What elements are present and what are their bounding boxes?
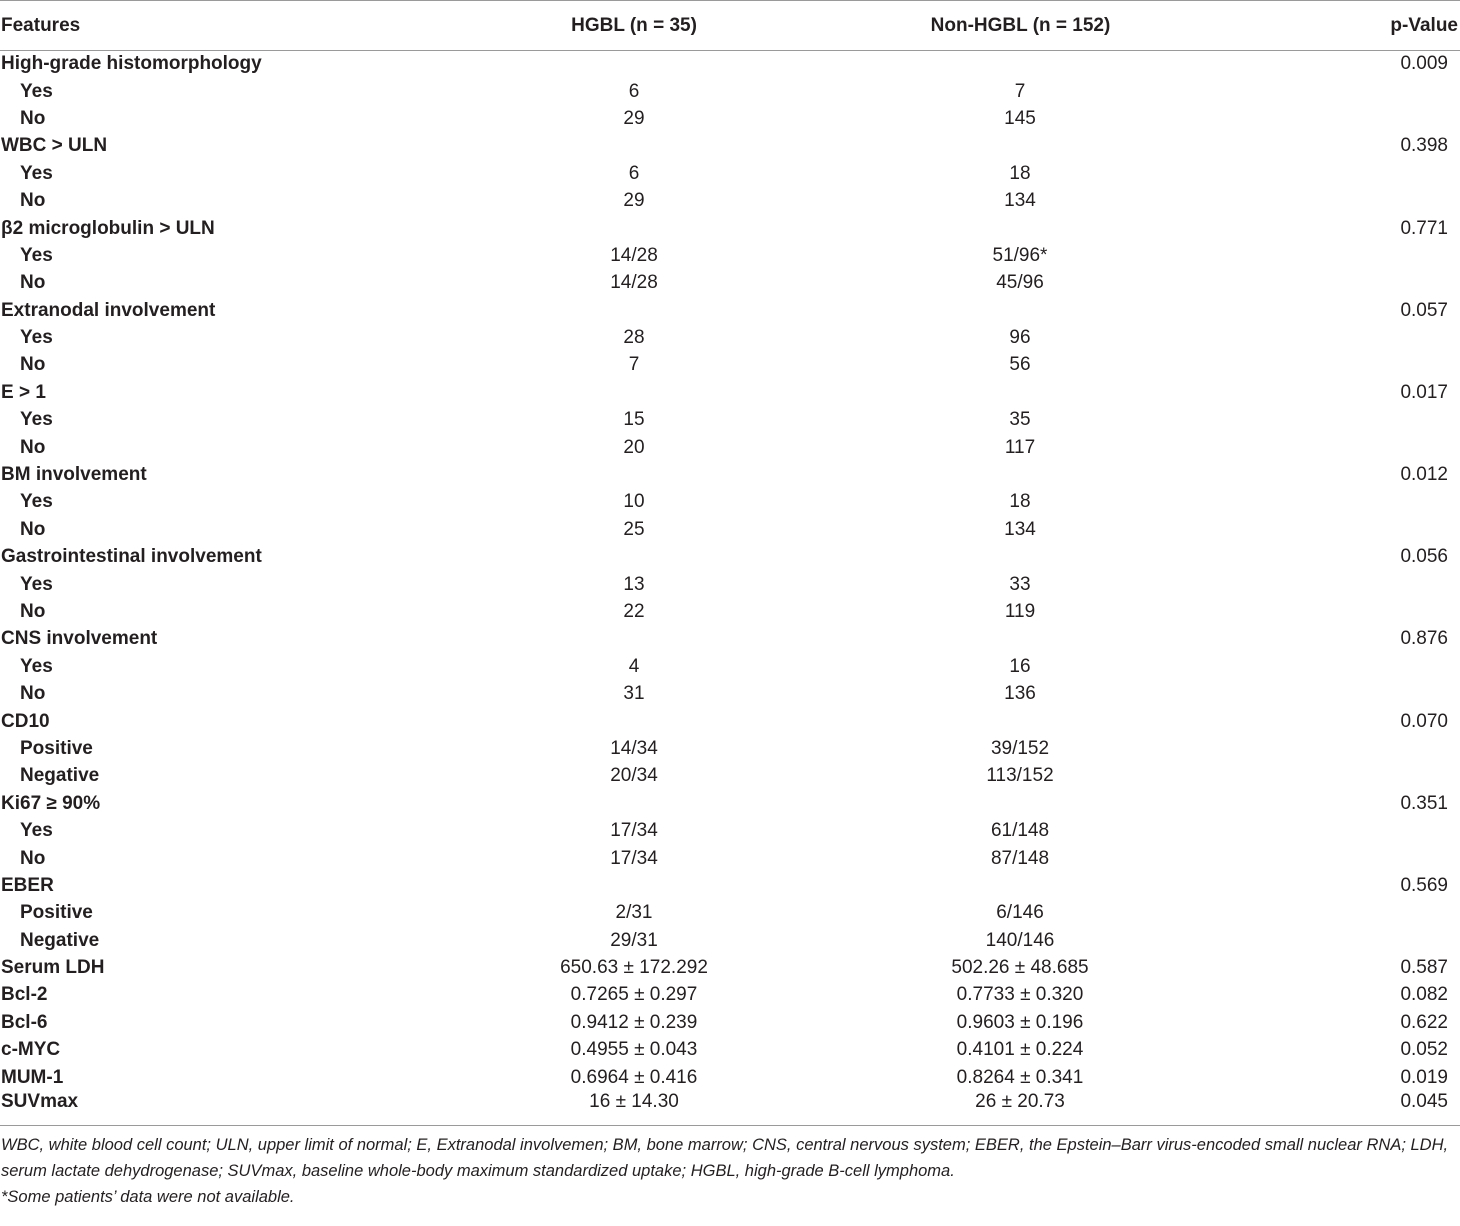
cell-p-value — [1300, 270, 1460, 297]
cell-p-value — [1300, 489, 1460, 516]
table-row — [0, 1064, 1460, 1091]
table-row — [0, 598, 1460, 625]
table-row — [0, 708, 1460, 735]
table-row — [0, 407, 1460, 434]
cell-p-value — [1300, 735, 1460, 762]
cell-non-hgbl: 39/152 — [990, 737, 1050, 759]
cell-feature: WBC > ULN — [1, 135, 108, 157]
cell-non-hgbl — [780, 379, 1300, 406]
cell-feature: Yes — [20, 327, 53, 349]
cell-non-hgbl: 33 — [1009, 573, 1031, 595]
table-row — [0, 242, 1460, 269]
cell-p-value — [1300, 763, 1460, 790]
cell-non-hgbl: 0.9603 ± 0.196 — [956, 1011, 1084, 1033]
cell-p-value — [1300, 516, 1460, 543]
cell-feature: Yes — [20, 80, 53, 102]
cell-non-hgbl: 56 — [1009, 354, 1031, 376]
cell-p-value — [1300, 187, 1460, 214]
cell-non-hgbl — [780, 133, 1300, 160]
table-row — [0, 270, 1460, 297]
cell-p-value: 0.012 — [1400, 464, 1448, 486]
header-non-hgbl: Non-HGBL (n = 152) — [780, 1, 1300, 51]
cell-non-hgbl — [780, 297, 1300, 324]
cell-p-value — [1300, 407, 1460, 434]
cell-hgbl — [440, 790, 780, 817]
cell-p-value — [1300, 845, 1460, 872]
cell-feature: Yes — [20, 409, 53, 431]
cell-hgbl: 17/34 — [610, 847, 658, 869]
cell-feature: No — [20, 436, 46, 458]
cell-hgbl: 25 — [623, 518, 645, 540]
cell-p-value — [1300, 680, 1460, 707]
cell-p-value — [1300, 598, 1460, 625]
cell-feature: CNS involvement — [1, 628, 158, 650]
cell-non-hgbl — [780, 51, 1300, 78]
table-row — [0, 763, 1460, 790]
table-row — [0, 982, 1460, 1009]
cell-p-value: 0.587 — [1400, 957, 1448, 979]
cell-feature: Yes — [20, 655, 53, 677]
cell-feature: CD10 — [1, 710, 50, 732]
table-row — [0, 379, 1460, 406]
header-p-value: p-Value — [1300, 1, 1460, 51]
table-row — [0, 1091, 1460, 1119]
cell-feature: E > 1 — [1, 381, 46, 403]
table-row — [0, 544, 1460, 571]
cell-hgbl — [440, 872, 780, 899]
cell-hgbl: 13 — [623, 573, 645, 595]
cell-p-value — [1300, 324, 1460, 351]
cell-non-hgbl — [780, 544, 1300, 571]
cell-non-hgbl: 502.26 ± 48.685 — [951, 957, 1089, 979]
cell-non-hgbl: 16 — [1009, 655, 1031, 677]
cell-hgbl: 29 — [623, 107, 645, 129]
cell-feature: MUM-1 — [1, 1066, 64, 1088]
cell-non-hgbl: 136 — [1004, 683, 1036, 705]
cell-non-hgbl: 0.8264 ± 0.341 — [956, 1066, 1084, 1088]
cell-feature: High-grade histomorphology — [1, 53, 262, 75]
cell-non-hgbl — [780, 626, 1300, 653]
cell-hgbl: 0.6964 ± 0.416 — [570, 1066, 698, 1088]
cell-hgbl — [440, 461, 780, 488]
cell-feature: Yes — [20, 491, 53, 513]
cell-hgbl — [440, 379, 780, 406]
table-row — [0, 215, 1460, 242]
cell-non-hgbl: 117 — [1004, 436, 1036, 458]
cell-feature: No — [20, 272, 46, 294]
cell-hgbl: 28 — [623, 327, 645, 349]
cell-p-value: 0.057 — [1400, 299, 1448, 321]
cell-feature: No — [20, 354, 46, 376]
cell-p-value — [1300, 242, 1460, 269]
table-row — [0, 790, 1460, 817]
cell-feature: Yes — [20, 573, 53, 595]
table-body — [0, 51, 1460, 1120]
table-row — [0, 105, 1460, 132]
cell-p-value: 0.622 — [1400, 1011, 1448, 1033]
cell-non-hgbl — [780, 215, 1300, 242]
cell-hgbl: 7 — [628, 354, 640, 376]
cell-hgbl — [440, 297, 780, 324]
cell-hgbl: 15 — [623, 409, 645, 431]
cell-non-hgbl: 26 ± 20.73 — [975, 1091, 1065, 1113]
cell-hgbl: 0.4955 ± 0.043 — [570, 1039, 698, 1061]
table-row — [0, 680, 1460, 707]
table-footnotes — [0, 1126, 1460, 1210]
cell-hgbl: 14/28 — [610, 272, 658, 294]
table-row — [0, 1009, 1460, 1036]
cell-hgbl: 6 — [628, 162, 640, 184]
cell-non-hgbl — [780, 790, 1300, 817]
cell-p-value: 0.569 — [1400, 874, 1448, 896]
cell-p-value: 0.876 — [1400, 628, 1448, 650]
cell-p-value: 0.056 — [1400, 546, 1448, 568]
cell-non-hgbl: 140/146 — [985, 929, 1055, 951]
cell-p-value: 0.017 — [1400, 381, 1448, 403]
table-row — [0, 461, 1460, 488]
cell-hgbl — [440, 544, 780, 571]
cell-hgbl: 2/31 — [615, 902, 653, 924]
table-row — [0, 51, 1460, 78]
cell-non-hgbl: 6/146 — [996, 902, 1044, 924]
table-row — [0, 626, 1460, 653]
cell-feature: Yes — [20, 244, 53, 266]
cell-hgbl — [440, 708, 780, 735]
cell-non-hgbl: 145 — [1004, 107, 1036, 129]
cell-p-value: 0.009 — [1400, 53, 1448, 75]
cell-feature: Yes — [20, 162, 53, 184]
cell-hgbl: 14/34 — [610, 737, 658, 759]
table-row — [0, 1037, 1460, 1064]
cell-hgbl: 29 — [623, 190, 645, 212]
cell-p-value — [1300, 352, 1460, 379]
cell-feature: Negative — [20, 765, 100, 787]
asterisk-note: *Some patients’ data were not available. — [1, 1188, 295, 1207]
cell-non-hgbl: 18 — [1009, 162, 1031, 184]
cell-non-hgbl: 7 — [1014, 80, 1026, 102]
cell-feature: Bcl-6 — [1, 1011, 48, 1033]
cell-hgbl: 22 — [623, 601, 645, 622]
cell-feature: Positive — [20, 902, 93, 924]
cell-feature: No — [20, 518, 46, 540]
table-row — [0, 571, 1460, 598]
cell-feature: c-MYC — [1, 1039, 61, 1061]
cell-hgbl: 20 — [623, 436, 645, 458]
table-row — [0, 817, 1460, 844]
cell-feature: No — [20, 683, 46, 705]
cell-p-value: 0.045 — [1400, 1091, 1448, 1113]
table-row — [0, 352, 1460, 379]
table-header-row — [0, 1, 1460, 51]
cell-p-value — [1300, 927, 1460, 954]
table-row — [0, 160, 1460, 187]
cell-p-value — [1300, 160, 1460, 187]
cell-p-value — [1300, 434, 1460, 461]
cell-feature: Ki67 ≥ 90% — [1, 792, 101, 814]
cell-hgbl: 31 — [623, 683, 645, 705]
cell-feature: SUVmax — [1, 1091, 79, 1113]
cell-p-value: 0.019 — [1400, 1066, 1448, 1088]
table-row — [0, 489, 1460, 516]
table-row — [0, 187, 1460, 214]
cell-feature: Gastrointestinal involvement — [1, 546, 262, 568]
cell-p-value: 0.351 — [1400, 792, 1448, 814]
cell-feature: Negative — [20, 929, 100, 951]
cell-hgbl: 4 — [628, 655, 640, 677]
cell-hgbl: 14/28 — [610, 244, 658, 266]
cell-hgbl: 29/31 — [610, 929, 658, 951]
cell-hgbl: 650.63 ± 172.292 — [560, 957, 708, 979]
cell-feature: Yes — [20, 820, 53, 842]
cell-feature: BM involvement — [1, 464, 147, 486]
cell-p-value: 0.082 — [1400, 984, 1448, 1006]
cell-non-hgbl: 134 — [1004, 190, 1036, 212]
cell-feature: No — [20, 107, 46, 129]
cell-non-hgbl: 119 — [1004, 601, 1036, 622]
cell-p-value — [1300, 900, 1460, 927]
cell-p-value: 0.052 — [1400, 1039, 1448, 1061]
cell-non-hgbl: 45/96 — [996, 272, 1044, 294]
cell-hgbl — [440, 215, 780, 242]
table-row — [0, 653, 1460, 680]
cell-hgbl: 20/34 — [610, 765, 658, 787]
header-hgbl: HGBL (n = 35) — [440, 1, 780, 51]
table-row — [0, 872, 1460, 899]
cell-hgbl: 0.7265 ± 0.297 — [570, 984, 698, 1006]
cell-p-value — [1300, 571, 1460, 598]
table-row — [0, 900, 1460, 927]
cell-p-value: 0.070 — [1400, 710, 1448, 732]
cell-non-hgbl: 87/148 — [990, 847, 1050, 869]
cell-non-hgbl: 35 — [1009, 409, 1031, 431]
table-row — [0, 434, 1460, 461]
cell-non-hgbl — [780, 872, 1300, 899]
cell-non-hgbl — [780, 708, 1300, 735]
cell-hgbl: 17/34 — [610, 820, 658, 842]
cell-hgbl — [440, 626, 780, 653]
table-row — [0, 735, 1460, 762]
abbreviations-note: WBC, white blood cell count; ULN, upper limit of normal; E, Extranodal involvemen; BM, bone marrow; CNS, central nervous system; EBER, the Epstein–Barr virus-encoded small nuclear RNA; LDH, serum lactate dehydrogenase; SUVmax, baseline whole-body maximum standardized uptake; HGBL, high-grade B-cell lymphoma. — [1, 1136, 1449, 1181]
cell-non-hgbl: 0.7733 ± 0.320 — [956, 984, 1084, 1006]
cell-non-hgbl: 51/96* — [992, 244, 1048, 266]
cell-feature: Extranodal involvement — [1, 299, 216, 321]
cell-p-value — [1300, 653, 1460, 680]
cell-feature: EBER — [1, 874, 54, 896]
cell-non-hgbl: 96 — [1009, 327, 1031, 349]
table-row — [0, 324, 1460, 351]
cell-feature: β2 microglobulin > ULN — [1, 217, 215, 239]
cell-hgbl: 0.9412 ± 0.239 — [570, 1011, 698, 1033]
cell-non-hgbl — [780, 461, 1300, 488]
cell-non-hgbl: 113/152 — [986, 765, 1054, 787]
cell-non-hgbl: 0.4101 ± 0.224 — [956, 1039, 1084, 1061]
cell-feature: No — [20, 190, 46, 212]
cell-hgbl — [440, 133, 780, 160]
cell-p-value: 0.771 — [1400, 217, 1448, 239]
cell-p-value — [1300, 78, 1460, 105]
cell-non-hgbl: 134 — [1004, 518, 1036, 540]
table-row — [0, 954, 1460, 981]
cell-p-value — [1300, 817, 1460, 844]
cell-feature: Positive — [20, 737, 93, 759]
table-row — [0, 133, 1460, 160]
cell-hgbl: 6 — [628, 80, 640, 102]
cell-feature: No — [20, 847, 46, 869]
cell-p-value — [1300, 105, 1460, 132]
cell-feature: Bcl-2 — [1, 984, 48, 1006]
table-row — [0, 516, 1460, 543]
table-row — [0, 78, 1460, 105]
cell-p-value: 0.398 — [1400, 135, 1448, 157]
table-row — [0, 297, 1460, 324]
table-row — [0, 927, 1460, 954]
cell-feature: No — [20, 601, 46, 622]
cell-hgbl: 16 ± 14.30 — [589, 1091, 679, 1113]
header-features: Features — [0, 1, 440, 51]
table-row — [0, 845, 1460, 872]
cell-non-hgbl: 18 — [1009, 491, 1031, 513]
cell-hgbl: 10 — [623, 491, 645, 513]
cell-non-hgbl: 61/148 — [990, 820, 1050, 842]
cell-hgbl — [440, 51, 780, 78]
cell-feature: Serum LDH — [1, 957, 105, 979]
